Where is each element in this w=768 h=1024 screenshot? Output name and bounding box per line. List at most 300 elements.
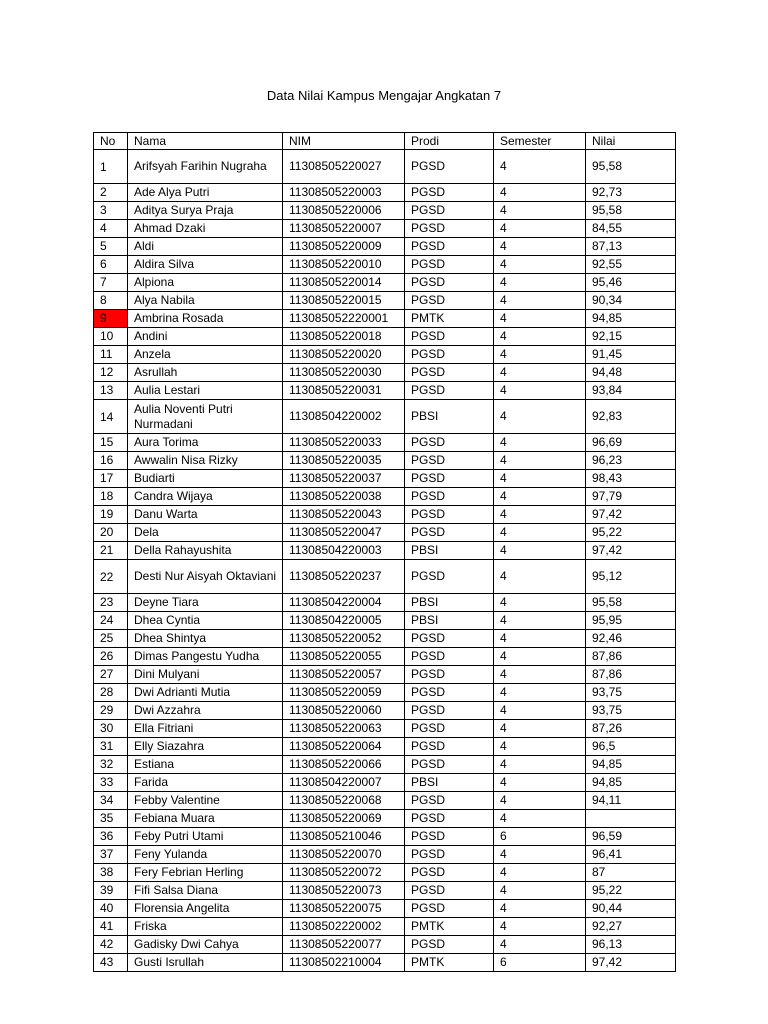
- cell-nama: Ahmad Dzaki: [128, 220, 283, 238]
- table-row: [94, 828, 676, 846]
- cell-nilai: 94,85: [586, 310, 676, 328]
- table-row: [94, 630, 676, 648]
- table-row: [94, 720, 676, 738]
- cell-nim: 11308504220003: [283, 542, 405, 560]
- cell-prodi: PGSD: [405, 220, 494, 238]
- cell-semester: 4: [494, 184, 586, 202]
- table-row: [94, 452, 676, 470]
- cell-prodi: PBSI: [405, 774, 494, 792]
- cell-semester: 4: [494, 936, 586, 954]
- table-header-row: [94, 133, 676, 150]
- cell-semester: 4: [494, 400, 586, 434]
- cell-nama: Aditya Surya Praja: [128, 202, 283, 220]
- cell-prodi: PGSD: [405, 292, 494, 310]
- cell-prodi: PGSD: [405, 150, 494, 184]
- cell-nama: Dhea Cyntia: [128, 612, 283, 630]
- cell-semester: 4: [494, 542, 586, 560]
- table-row: [94, 542, 676, 560]
- cell-prodi: PGSD: [405, 202, 494, 220]
- cell-nama: Aulia Noventi Putri Nurmadani: [128, 400, 283, 434]
- cell-no: 17: [94, 470, 128, 488]
- cell-nilai: 94,11: [586, 792, 676, 810]
- cell-no: 24: [94, 612, 128, 630]
- cell-no: 19: [94, 506, 128, 524]
- cell-nim: 11308505220073: [283, 882, 405, 900]
- cell-no: 35: [94, 810, 128, 828]
- cell-prodi: PGSD: [405, 846, 494, 864]
- cell-nim: 11308504220007: [283, 774, 405, 792]
- table-row: [94, 220, 676, 238]
- table-row: [94, 382, 676, 400]
- cell-no: 6: [94, 256, 128, 274]
- cell-nilai: 96,13: [586, 936, 676, 954]
- table-row: [94, 666, 676, 684]
- cell-nama: Friska: [128, 918, 283, 936]
- cell-nilai: 96,23: [586, 452, 676, 470]
- cell-nama: Awwalin Nisa Rizky: [128, 452, 283, 470]
- cell-nama: Febiana Muara: [128, 810, 283, 828]
- cell-no: 10: [94, 328, 128, 346]
- cell-prodi: PGSD: [405, 630, 494, 648]
- cell-prodi: PGSD: [405, 434, 494, 452]
- cell-nim: 11308505220010: [283, 256, 405, 274]
- cell-nilai: 93,75: [586, 684, 676, 702]
- cell-nilai: 97,79: [586, 488, 676, 506]
- cell-nama: Aldi: [128, 238, 283, 256]
- cell-nilai: 94,48: [586, 364, 676, 382]
- cell-no: 20: [94, 524, 128, 542]
- cell-no: 13: [94, 382, 128, 400]
- cell-prodi: PGSD: [405, 828, 494, 846]
- cell-no: 39: [94, 882, 128, 900]
- cell-nilai: 96,59: [586, 828, 676, 846]
- cell-nilai: 92,46: [586, 630, 676, 648]
- cell-no: 3: [94, 202, 128, 220]
- cell-prodi: PGSD: [405, 346, 494, 364]
- cell-nilai: 95,12: [586, 560, 676, 594]
- cell-prodi: PMTK: [405, 310, 494, 328]
- table-row: [94, 936, 676, 954]
- table-row: [94, 488, 676, 506]
- cell-nim: 11308505220070: [283, 846, 405, 864]
- cell-prodi: PBSI: [405, 594, 494, 612]
- cell-prodi: PGSD: [405, 256, 494, 274]
- cell-no: 8: [94, 292, 128, 310]
- cell-no: 4: [94, 220, 128, 238]
- cell-nama: Gadisky Dwi Cahya: [128, 936, 283, 954]
- cell-semester: 4: [494, 774, 586, 792]
- table-row: [94, 292, 676, 310]
- cell-no: 30: [94, 720, 128, 738]
- cell-nama: Andini: [128, 328, 283, 346]
- cell-semester: 4: [494, 792, 586, 810]
- cell-nilai: 95,58: [586, 594, 676, 612]
- cell-nim: 11308504220002: [283, 400, 405, 434]
- cell-prodi: PGSD: [405, 560, 494, 594]
- cell-nilai: 87,86: [586, 648, 676, 666]
- cell-prodi: PGSD: [405, 738, 494, 756]
- cell-nim: 11308505220030: [283, 364, 405, 382]
- cell-nama: Candra Wijaya: [128, 488, 283, 506]
- table-row: [94, 202, 676, 220]
- cell-prodi: PGSD: [405, 184, 494, 202]
- cell-nim: 11308505220003: [283, 184, 405, 202]
- cell-nama: Dwi Adrianti Mutia: [128, 684, 283, 702]
- cell-no: 14: [94, 400, 128, 434]
- cell-nama: Febby Valentine: [128, 792, 283, 810]
- table-row: [94, 864, 676, 882]
- cell-no: 28: [94, 684, 128, 702]
- table-row: [94, 434, 676, 452]
- table-row: [94, 594, 676, 612]
- table-row: [94, 900, 676, 918]
- cell-nilai: 97,42: [586, 506, 676, 524]
- cell-nim: 11308505220018: [283, 328, 405, 346]
- table-row: [94, 274, 676, 292]
- cell-nama: Dhea Shintya: [128, 630, 283, 648]
- cell-nama: Feby Putri Utami: [128, 828, 283, 846]
- table-row: [94, 810, 676, 828]
- table-row: [94, 524, 676, 542]
- cell-no: 16: [94, 452, 128, 470]
- table-row: [94, 238, 676, 256]
- table-row: [94, 702, 676, 720]
- cell-nim: 11308505220047: [283, 524, 405, 542]
- cell-nilai: 96,41: [586, 846, 676, 864]
- cell-nama: Asrullah: [128, 364, 283, 382]
- table-row: [94, 612, 676, 630]
- cell-nama: Aura Torima: [128, 434, 283, 452]
- table-row: [94, 256, 676, 274]
- cell-nama: Ambrina Rosada: [128, 310, 283, 328]
- cell-no: 26: [94, 648, 128, 666]
- cell-no: 37: [94, 846, 128, 864]
- cell-nilai: 94,85: [586, 756, 676, 774]
- cell-prodi: PGSD: [405, 810, 494, 828]
- cell-no: 41: [94, 918, 128, 936]
- cell-prodi: PBSI: [405, 542, 494, 560]
- cell-nilai: 95,22: [586, 882, 676, 900]
- cell-no: 43: [94, 954, 128, 972]
- cell-nim: 11308505220060: [283, 702, 405, 720]
- cell-nilai: 95,58: [586, 150, 676, 184]
- table-row: [94, 918, 676, 936]
- cell-nilai: 96,5: [586, 738, 676, 756]
- cell-nim: 113085052220001: [283, 310, 405, 328]
- table-row: [94, 774, 676, 792]
- cell-nilai: 95,22: [586, 524, 676, 542]
- cell-prodi: PGSD: [405, 702, 494, 720]
- cell-nim: 11308502220002: [283, 918, 405, 936]
- cell-nama: Deyne Tiara: [128, 594, 283, 612]
- cell-nama: Farida: [128, 774, 283, 792]
- cell-nim: 11308505220066: [283, 756, 405, 774]
- table-row: [94, 954, 676, 972]
- cell-no: 36: [94, 828, 128, 846]
- cell-nama: Desti Nur Aisyah Oktaviani: [128, 560, 283, 594]
- table-row: [94, 756, 676, 774]
- cell-semester: 4: [494, 274, 586, 292]
- cell-semester: 4: [494, 506, 586, 524]
- cell-nilai: 92,83: [586, 400, 676, 434]
- cell-prodi: PGSD: [405, 238, 494, 256]
- cell-nama: Aulia Lestari: [128, 382, 283, 400]
- cell-semester: 6: [494, 828, 586, 846]
- table-row: [94, 184, 676, 202]
- cell-prodi: PGSD: [405, 684, 494, 702]
- cell-semester: 4: [494, 702, 586, 720]
- cell-nim: 11308505220014: [283, 274, 405, 292]
- table-row: [94, 738, 676, 756]
- cell-nama: Alpiona: [128, 274, 283, 292]
- cell-nilai: 95,58: [586, 202, 676, 220]
- cell-prodi: PGSD: [405, 470, 494, 488]
- cell-no: 32: [94, 756, 128, 774]
- cell-nim: 11308505220068: [283, 792, 405, 810]
- cell-nim: 11308505220055: [283, 648, 405, 666]
- cell-nim: 11308505220052: [283, 630, 405, 648]
- cell-nilai: 97,42: [586, 542, 676, 560]
- cell-nilai: 98,43: [586, 470, 676, 488]
- cell-prodi: PGSD: [405, 382, 494, 400]
- cell-semester: 4: [494, 684, 586, 702]
- cell-nim: 11308505220077: [283, 936, 405, 954]
- cell-no: 21: [94, 542, 128, 560]
- table-row: [94, 684, 676, 702]
- cell-semester: 4: [494, 452, 586, 470]
- grades-table: [93, 132, 676, 972]
- cell-semester: 4: [494, 310, 586, 328]
- cell-semester: 4: [494, 756, 586, 774]
- cell-nim: 11308505220007: [283, 220, 405, 238]
- cell-no: 33: [94, 774, 128, 792]
- cell-nama: Gusti Isrullah: [128, 954, 283, 972]
- cell-semester: 4: [494, 882, 586, 900]
- table-row: [94, 328, 676, 346]
- cell-semester: 4: [494, 470, 586, 488]
- cell-nama: Arifsyah Farihin Nugraha: [128, 150, 283, 184]
- cell-no: 40: [94, 900, 128, 918]
- cell-no: 12: [94, 364, 128, 382]
- cell-nim: 11308505220075: [283, 900, 405, 918]
- cell-nim: 11308505220059: [283, 684, 405, 702]
- cell-semester: 4: [494, 150, 586, 184]
- table-row: [94, 150, 676, 184]
- cell-no: 1: [94, 150, 128, 184]
- cell-nilai: 92,55: [586, 256, 676, 274]
- table-row: [94, 346, 676, 364]
- cell-semester: 4: [494, 488, 586, 506]
- cell-nim: 11308505220009: [283, 238, 405, 256]
- cell-nilai: 91,45: [586, 346, 676, 364]
- cell-no: 18: [94, 488, 128, 506]
- cell-nama: Ella Fitriani: [128, 720, 283, 738]
- cell-nilai: 92,27: [586, 918, 676, 936]
- cell-nama: Fifi Salsa Diana: [128, 882, 283, 900]
- cell-nim: 11308504220005: [283, 612, 405, 630]
- cell-semester: 4: [494, 630, 586, 648]
- cell-nim: 11308505220237: [283, 560, 405, 594]
- table-row: [94, 882, 676, 900]
- cell-semester: 4: [494, 238, 586, 256]
- cell-nim: 11308505220038: [283, 488, 405, 506]
- cell-nilai: 92,15: [586, 328, 676, 346]
- cell-nilai: 95,95: [586, 612, 676, 630]
- table-row: [94, 846, 676, 864]
- cell-nama: Fery Febrian Herling: [128, 864, 283, 882]
- cell-no: 34: [94, 792, 128, 810]
- table-row: [94, 506, 676, 524]
- cell-prodi: PGSD: [405, 900, 494, 918]
- cell-nama: Alya Nabila: [128, 292, 283, 310]
- cell-nama: Dwi Azzahra: [128, 702, 283, 720]
- cell-no: 23: [94, 594, 128, 612]
- cell-semester: 4: [494, 594, 586, 612]
- cell-nama: Aldira Silva: [128, 256, 283, 274]
- cell-nama: Dini Mulyani: [128, 666, 283, 684]
- cell-prodi: PGSD: [405, 720, 494, 738]
- cell-prodi: PMTK: [405, 918, 494, 936]
- table-row: [94, 560, 676, 594]
- cell-no: 9: [94, 310, 128, 328]
- cell-nim: 11308505220015: [283, 292, 405, 310]
- cell-nim: 11308505220033: [283, 434, 405, 452]
- cell-nilai: 90,44: [586, 900, 676, 918]
- cell-nilai: 96,69: [586, 434, 676, 452]
- cell-nama: Elly Siazahra: [128, 738, 283, 756]
- cell-semester: 4: [494, 648, 586, 666]
- cell-nilai: 87,26: [586, 720, 676, 738]
- header-no: No: [94, 133, 128, 150]
- cell-nim: 11308505220027: [283, 150, 405, 184]
- cell-semester: 6: [494, 954, 586, 972]
- cell-semester: 4: [494, 382, 586, 400]
- cell-nilai: [586, 810, 676, 828]
- cell-prodi: PBSI: [405, 612, 494, 630]
- cell-no: 42: [94, 936, 128, 954]
- cell-nim: 11308505220035: [283, 452, 405, 470]
- cell-semester: 4: [494, 666, 586, 684]
- cell-nama: Florensia Angelita: [128, 900, 283, 918]
- cell-nim: 11308502210004: [283, 954, 405, 972]
- cell-nim: 11308505220069: [283, 810, 405, 828]
- cell-prodi: PGSD: [405, 506, 494, 524]
- cell-nama: Della Rahayushita: [128, 542, 283, 560]
- cell-semester: 4: [494, 846, 586, 864]
- cell-nilai: 90,34: [586, 292, 676, 310]
- cell-no: 22: [94, 560, 128, 594]
- cell-semester: 4: [494, 810, 586, 828]
- cell-no: 31: [94, 738, 128, 756]
- cell-prodi: PGSD: [405, 274, 494, 292]
- cell-no: 7: [94, 274, 128, 292]
- header-nama: Nama: [128, 133, 283, 150]
- cell-prodi: PGSD: [405, 488, 494, 506]
- cell-no: 25: [94, 630, 128, 648]
- cell-prodi: PGSD: [405, 648, 494, 666]
- cell-prodi: PGSD: [405, 524, 494, 542]
- cell-nim: 11308505220063: [283, 720, 405, 738]
- cell-nim: 11308505220031: [283, 382, 405, 400]
- cell-prodi: PGSD: [405, 756, 494, 774]
- cell-prodi: PGSD: [405, 882, 494, 900]
- table-row: [94, 400, 676, 434]
- cell-nim: 11308505220037: [283, 470, 405, 488]
- cell-prodi: PBSI: [405, 400, 494, 434]
- header-nilai: Nilai: [586, 133, 676, 150]
- cell-nilai: 94,85: [586, 774, 676, 792]
- cell-nama: Dimas Pangestu Yudha: [128, 648, 283, 666]
- cell-semester: 4: [494, 900, 586, 918]
- cell-nilai: 93,84: [586, 382, 676, 400]
- cell-semester: 4: [494, 434, 586, 452]
- cell-no: 38: [94, 864, 128, 882]
- cell-semester: 4: [494, 346, 586, 364]
- cell-nim: 11308505220006: [283, 202, 405, 220]
- header-prodi: Prodi: [405, 133, 494, 150]
- table-row: [94, 310, 676, 328]
- cell-nilai: 84,55: [586, 220, 676, 238]
- cell-prodi: PGSD: [405, 864, 494, 882]
- cell-semester: 4: [494, 720, 586, 738]
- cell-nim: 11308505220057: [283, 666, 405, 684]
- cell-no: 29: [94, 702, 128, 720]
- cell-nim: 11308505220020: [283, 346, 405, 364]
- cell-nama: Budiarti: [128, 470, 283, 488]
- cell-semester: 4: [494, 738, 586, 756]
- table-row: [94, 364, 676, 382]
- cell-no: 11: [94, 346, 128, 364]
- cell-semester: 4: [494, 560, 586, 594]
- cell-nilai: 95,46: [586, 274, 676, 292]
- cell-nilai: 92,73: [586, 184, 676, 202]
- cell-nama: Feny Yulanda: [128, 846, 283, 864]
- cell-semester: 4: [494, 918, 586, 936]
- cell-nama: Anzela: [128, 346, 283, 364]
- cell-semester: 4: [494, 292, 586, 310]
- cell-prodi: PGSD: [405, 364, 494, 382]
- cell-semester: 4: [494, 864, 586, 882]
- cell-nilai: 87: [586, 864, 676, 882]
- cell-nilai: 87,86: [586, 666, 676, 684]
- cell-prodi: PMTK: [405, 954, 494, 972]
- table-row: [94, 470, 676, 488]
- cell-nama: Danu Warta: [128, 506, 283, 524]
- cell-semester: 4: [494, 524, 586, 542]
- cell-nim: 11308505210046: [283, 828, 405, 846]
- cell-no: 15: [94, 434, 128, 452]
- table-row: [94, 792, 676, 810]
- document-title: Data Nilai Kampus Mengajar Angkatan 7: [266, 88, 502, 103]
- cell-prodi: PGSD: [405, 936, 494, 954]
- cell-semester: 4: [494, 202, 586, 220]
- cell-semester: 4: [494, 220, 586, 238]
- cell-prodi: PGSD: [405, 792, 494, 810]
- cell-nim: 11308505220064: [283, 738, 405, 756]
- cell-nilai: 87,13: [586, 238, 676, 256]
- cell-semester: 4: [494, 612, 586, 630]
- table-body: [94, 150, 676, 972]
- cell-semester: 4: [494, 364, 586, 382]
- cell-prodi: PGSD: [405, 666, 494, 684]
- cell-semester: 4: [494, 328, 586, 346]
- cell-nilai: 97,42: [586, 954, 676, 972]
- header-semester: Semester: [494, 133, 586, 150]
- cell-nim: 11308505220072: [283, 864, 405, 882]
- cell-nilai: 93,75: [586, 702, 676, 720]
- cell-nama: Estiana: [128, 756, 283, 774]
- cell-semester: 4: [494, 256, 586, 274]
